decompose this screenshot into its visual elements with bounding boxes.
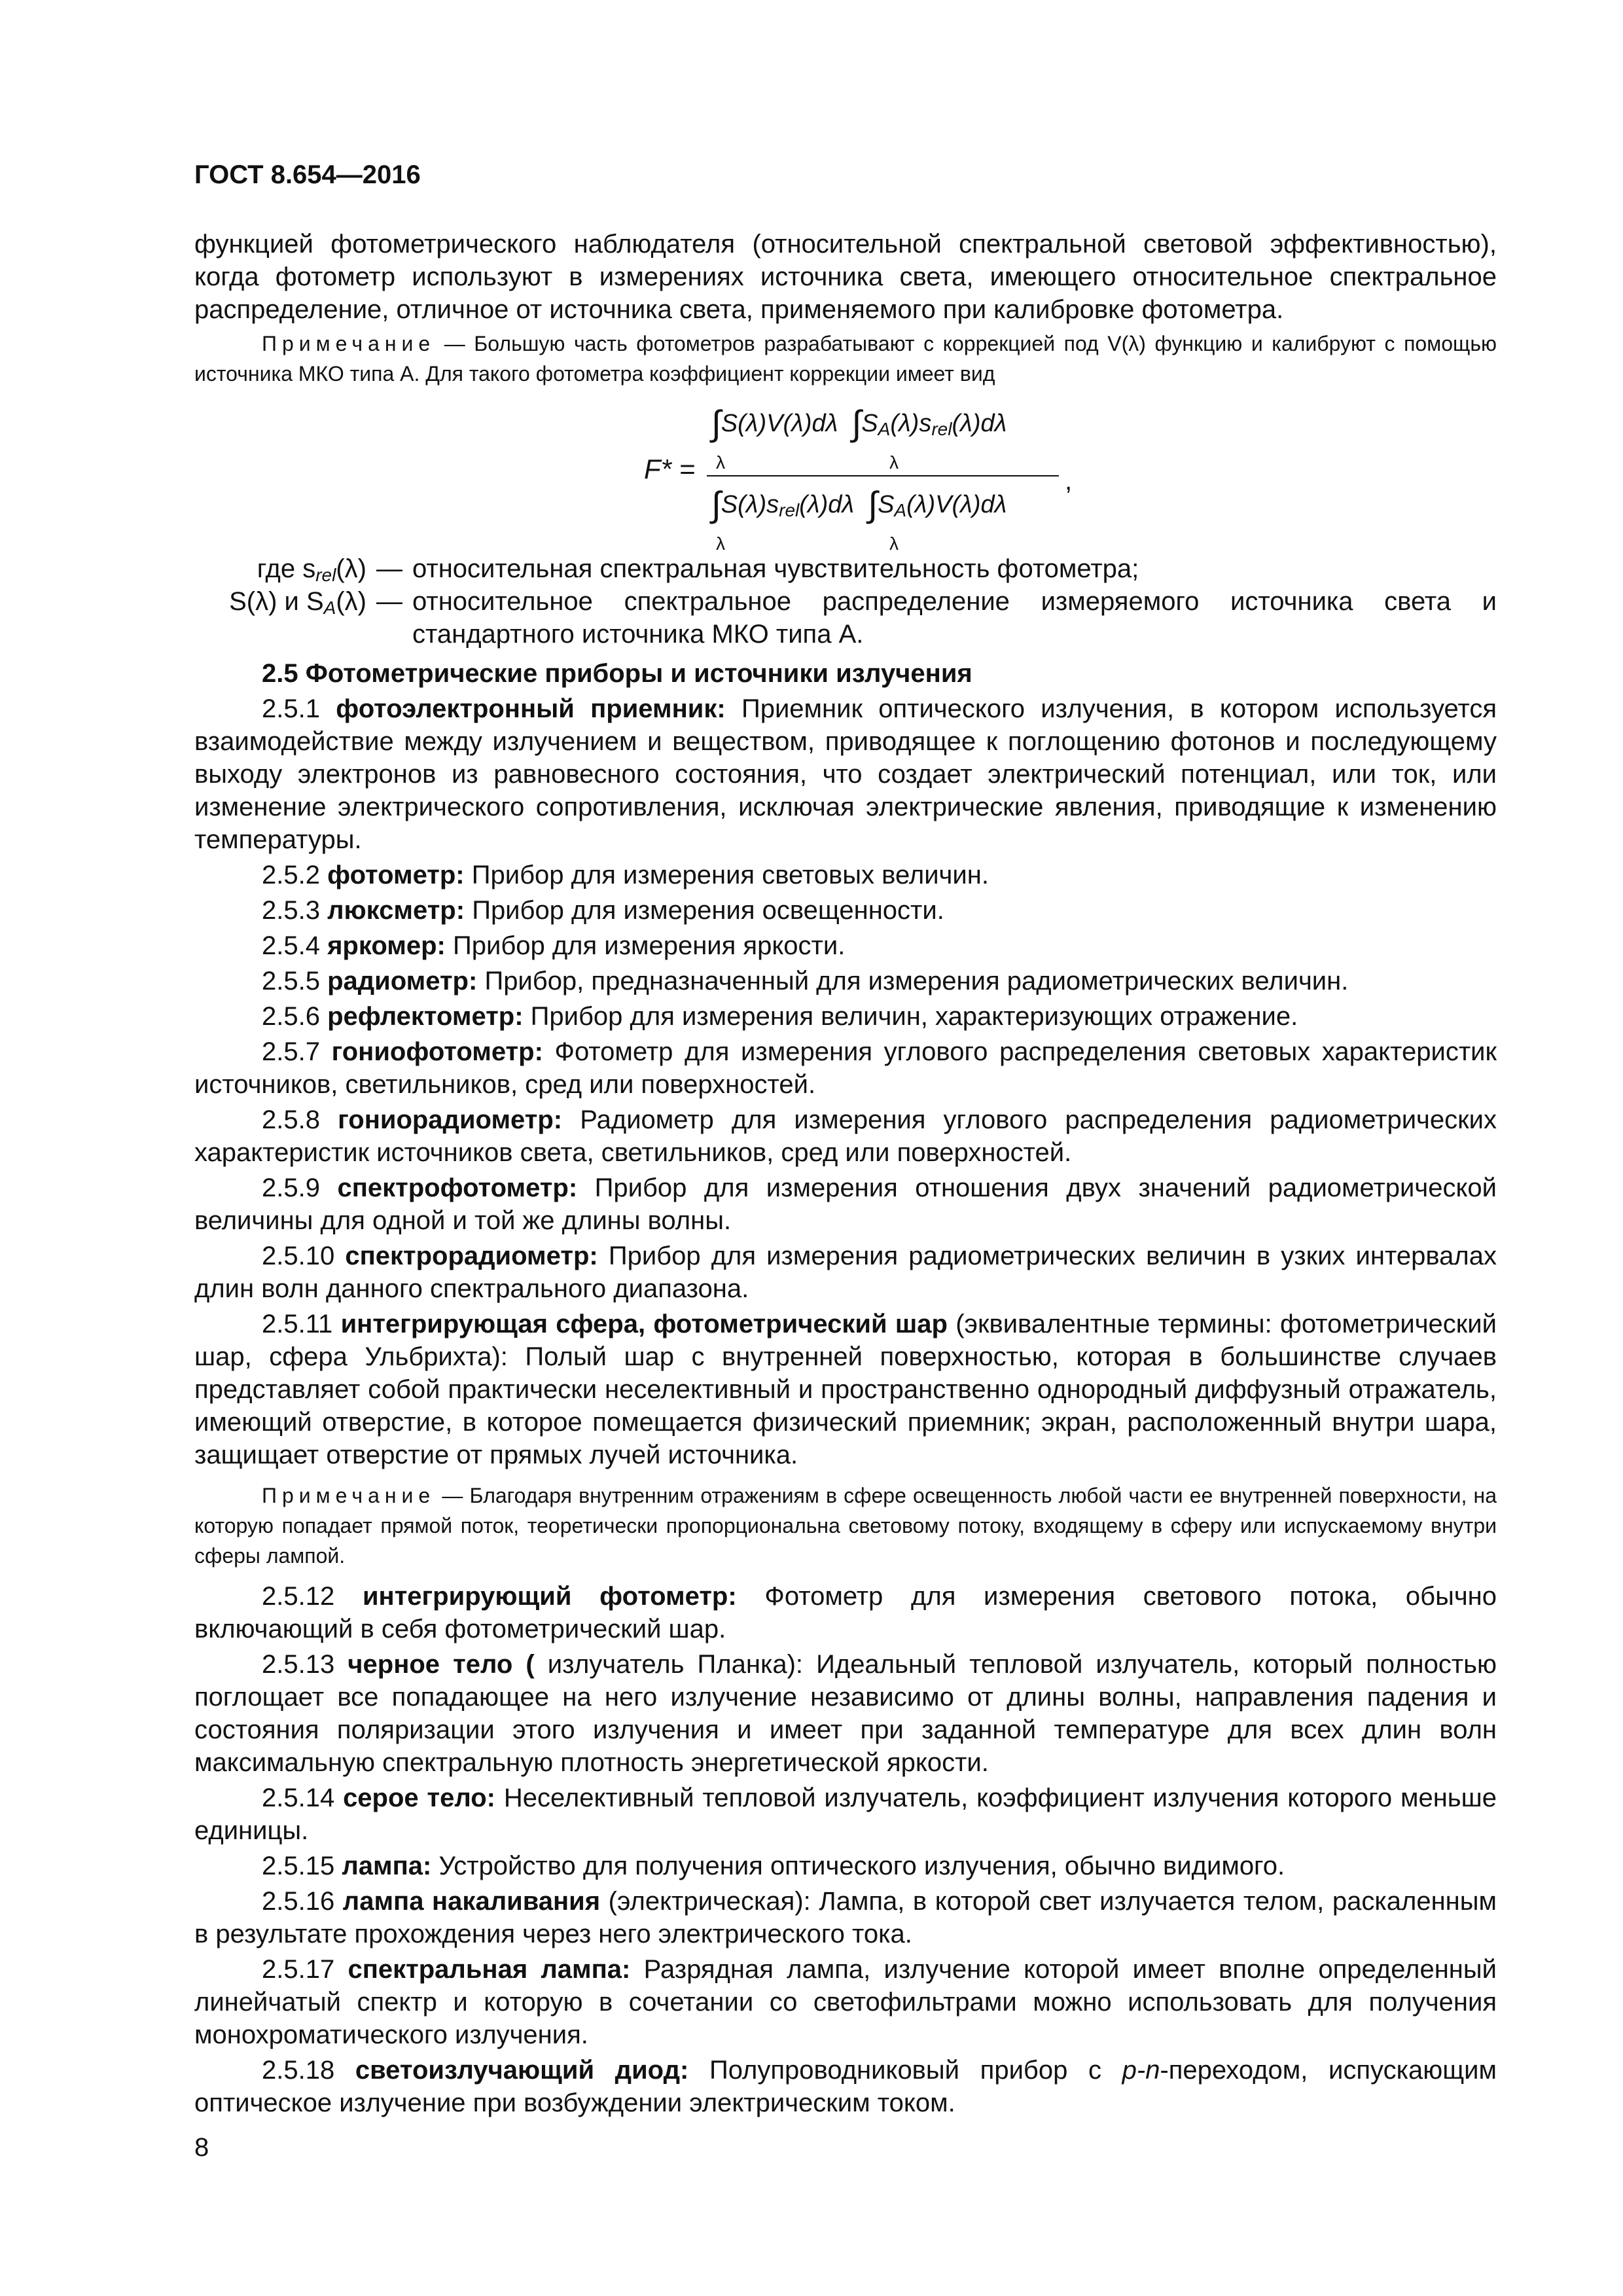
formula-numerator	[711, 404, 1007, 443]
note-2-text: — Благодаря внутренним отражениям в сфере освещенность любой части ее внутренней поверхности, на которую попадает прямой поток, теоретически пропорциональна световому потоку, входящему в сферу или испускаемому внутри сферы лампой.	[194, 1484, 1497, 1568]
note-1	[194, 329, 1497, 389]
numerator-term-a: S(λ)V(λ)dλ	[721, 410, 838, 437]
term-number: 2.5.13	[262, 1650, 335, 1679]
term-definition: Радиометр для измерения углового распределения радиометрических характеристик источников света, светильников, сред или поверхностей.	[194, 1105, 1497, 1167]
correction-formula	[194, 393, 1497, 554]
term-definition: Прибор для измерения яркости.	[452, 931, 846, 960]
term-name: лампа:	[342, 1852, 432, 1880]
section-heading: 2.5 Фотометрические приборы и источники излучения	[262, 659, 972, 688]
term-name: люксметр:	[327, 896, 465, 925]
term-name: рефлектометр:	[327, 1002, 524, 1031]
term-entry	[194, 1850, 1497, 1882]
term-definition: (электрическая): Лампа, в которой свет излучается телом, раскаленным в результате прохождения через него электрического тока.	[194, 1887, 1497, 1948]
term-number: 2.5.1	[262, 694, 320, 723]
term-number: 2.5.11	[262, 1310, 333, 1338]
term-number: 2.5.17	[262, 1955, 335, 1984]
term-number: 2.5.2	[262, 861, 320, 889]
term-definition: Устройство для получения оптического излучения, обычно видимого.	[438, 1852, 1285, 1880]
term-number: 2.5.12	[262, 1582, 335, 1611]
term-name: гониорадиометр:	[338, 1105, 563, 1134]
term-entry	[194, 692, 1497, 856]
term-entry	[194, 1240, 1497, 1305]
term-definition: Прибор, предназначенный для измерения радиометрических величин.	[484, 967, 1349, 996]
integral-limit: λ	[889, 452, 899, 473]
term-definition: Полупроводниковый прибор с p-n-переходом, испускающим оптическое излучение при возбуждении электрическим током.	[194, 2056, 1497, 2117]
term-definition: Фотометр для измерения углового распределения световых характеристик источников, светильников, сред или поверхностей.	[194, 1037, 1497, 1099]
term-definition: Прибор для измерения радиометрических величин в узких интервалах длин волн данного спектрального диапазона.	[194, 1242, 1497, 1303]
note-1-text: — Большую часть фотометров разрабатывают с коррекцией под V(λ) функцию и калибруют с помощью источника МКО типа А. Для такого фотометра коэффициент коррекции имеет вид	[194, 332, 1497, 386]
term-name: серое тело:	[343, 1784, 495, 1812]
term-entry	[194, 1035, 1497, 1101]
legend-symbol: где $s_{rel}(\lambda)$	[257, 554, 366, 585]
term-entry	[194, 1000, 1497, 1033]
page-content	[194, 228, 1497, 2119]
term-entry	[194, 1648, 1497, 1779]
note-1-label: Примечание	[262, 332, 436, 355]
term-name: фотометр:	[327, 861, 465, 889]
integral-symbol: ∫	[851, 404, 862, 443]
term-entry	[194, 1308, 1497, 1471]
term-name: интегрирующий фотометр:	[362, 1582, 737, 1611]
term-number: 2.5.4	[262, 931, 320, 960]
term-definition: Разрядная лампа, излучение которой имеет вполне определенный линейчатый спектр и которую в сочетании со светофильтрами можно использовать для получения монохроматического излучения.	[194, 1955, 1497, 2049]
legend-description: относительное спектральное распределение измеряемого источника света и стандартного источника МКО типа А.	[412, 587, 1497, 649]
term-number: 2.5.8	[262, 1105, 320, 1134]
integral-symbol: ∫	[711, 485, 721, 524]
denominator-term-b: $S_A(\lambda)V(\lambda)d\lambda$	[878, 491, 1007, 520]
term-entry	[194, 859, 1497, 891]
term-name: черное тело (	[348, 1650, 535, 1679]
term-name: лампа накаливания	[342, 1887, 601, 1916]
term-name: спектрофотометр:	[337, 1174, 578, 1202]
term-name: яркомер:	[327, 931, 446, 960]
document-id: ГОСТ 8.654—2016	[194, 160, 421, 189]
integral-limit: λ	[716, 452, 725, 473]
note-2-block	[194, 1480, 1497, 1571]
term-definition: Приемник оптического излучения, в котором используется взаимодействие между излучением и веществом, приводящее к поглощению фотонов и последующему выходу электронов из равновесного состояния, что создает электрический потенциал, или ток, или изменение электрического сопротивления, исключая электрические явления, приводящие к изменению температуры.	[194, 694, 1497, 854]
term-definition: Прибор для измерения освещенности.	[472, 896, 944, 925]
term-definition: Прибор для измерения отношения двух значений радиометрической величины для одной и той же длины волны.	[194, 1174, 1497, 1235]
term-entry	[194, 2054, 1497, 2119]
term-number: 2.5.3	[262, 896, 320, 925]
legend-dash: —	[376, 554, 402, 583]
term-number: 2.5.6	[262, 1002, 320, 1031]
term-name: интегрирующая сфера, фотометрический шар	[340, 1310, 948, 1338]
term-name: радиометр:	[327, 967, 478, 996]
terms-list-a	[194, 692, 1497, 1471]
term-name: спектральная лампа:	[348, 1955, 631, 1984]
integral-symbol: ∫	[711, 404, 721, 443]
numerator-term-b: $S_A(\lambda)s_{rel}(\lambda)d\lambda$	[861, 410, 1007, 439]
formula-lhs: F* =	[644, 454, 696, 484]
intro-paragraph: функцией фотометрического наблюдателя (относительной спектральной световой эффективностью), когда фотометр используют в измерениях источника света, имеющего относительное спектральное распределение, отличное от источника света, применяемого при калибровке фотометра.	[194, 230, 1497, 324]
term-name: спектрорадиометр:	[345, 1242, 598, 1270]
legend-description: относительная спектральная чувствительность фотометра;	[412, 554, 1139, 583]
term-number: 2.5.10	[262, 1242, 335, 1270]
formula-comma: ,	[1065, 467, 1073, 495]
term-number: 2.5.15	[262, 1852, 335, 1880]
term-definition: излучатель Планка): Идеальный тепловой излучатель, который полностью поглощает все попадающее на него излучение независимо от длины волны, направления падения и состояния поляризации этого излучения и имеет при заданной температуре для всех длин волн максимальную спектральную плотность энергетической яркости.	[194, 1650, 1497, 1777]
denominator-term-a: $S(\lambda)s_{rel}(\lambda)d\lambda$	[721, 491, 855, 520]
page-number: 8	[194, 2133, 209, 2162]
note-2	[194, 1480, 1497, 1571]
term-name: фотоэлектронный приемник:	[336, 694, 726, 723]
formula-denominator	[711, 485, 1007, 524]
term-entry	[194, 894, 1497, 927]
integral-limit: λ	[889, 533, 899, 554]
term-definition: Неселективный тепловой излучатель, коэффициент излучения которого меньше единицы.	[194, 1784, 1497, 1845]
term-number: 2.5.14	[262, 1784, 335, 1812]
term-name: светоизлучающий диод:	[355, 2056, 689, 2085]
term-name: гониофотометр:	[331, 1037, 543, 1066]
terms-list-b	[194, 1580, 1497, 2051]
term-number: 2.5.16	[262, 1887, 335, 1916]
term-entry	[194, 1580, 1497, 1645]
term-entry	[194, 965, 1497, 997]
term-entry	[194, 1885, 1497, 1950]
term-number: 2.5.5	[262, 967, 320, 996]
fraction-bar	[707, 475, 1059, 476]
term-entry	[194, 1172, 1497, 1237]
term-definition: Прибор для измерения величин, характеризующих отражение.	[530, 1002, 1298, 1031]
note-2-label: Примечание	[262, 1484, 436, 1507]
term-entry	[194, 1782, 1497, 1847]
term-number: 2.5.18	[262, 2056, 335, 2085]
term-number: 2.5.9	[262, 1174, 320, 1202]
legend-symbol: S(λ) и $S_A(\lambda)$	[229, 587, 366, 618]
legend-row	[194, 585, 1497, 651]
term-definition: Фотометр для измерения светового потока, обычно включающий в себя фотометрический шар.	[194, 1582, 1497, 1643]
term-number: 2.5.7	[262, 1037, 320, 1066]
integral-limit: λ	[716, 533, 725, 554]
legend-row	[194, 552, 1497, 585]
term-entry	[194, 1953, 1497, 2051]
term-entry	[194, 1103, 1497, 1169]
integral-symbol: ∫	[868, 485, 878, 524]
legend-dash: —	[376, 587, 402, 616]
term-entry	[194, 929, 1497, 962]
term-definition: Прибор для измерения световых величин.	[471, 861, 989, 889]
term-definition: (эквивалентные термины: фотометрический шар, сфера Ульбрихта): Полый шар с внутренней поверхностью, которая в большинстве случаев представляет собой практически неселективный и пространственно однородный диффузный отражатель, имеющий отверстие, в которое помещается физический приемник; экран, расположенный внутри шара, защищает отверстие от прямых лучей источника.	[194, 1310, 1497, 1469]
